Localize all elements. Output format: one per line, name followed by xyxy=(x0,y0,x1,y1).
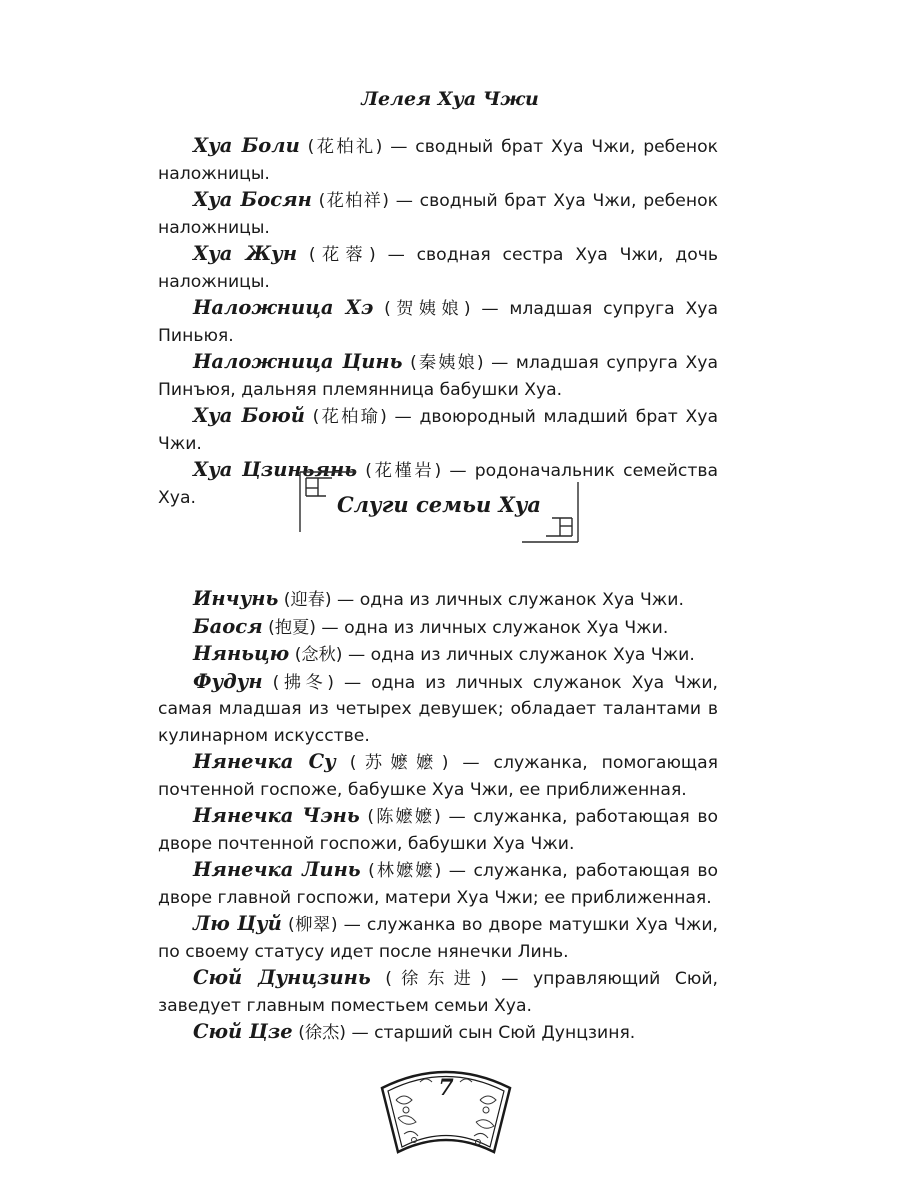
character-entry xyxy=(158,1019,718,1047)
character-entry xyxy=(158,749,718,803)
section-title: Слуги семьи Хуа xyxy=(336,492,542,517)
character-name: Хуа Боюй xyxy=(193,404,305,427)
character-hanzi: (拂冬) xyxy=(272,672,334,693)
character-name: Нянечка Линь xyxy=(193,858,361,881)
running-header: Лелея Хуа Чжи xyxy=(361,88,539,110)
character-hanzi: (徐杰) xyxy=(298,1023,346,1043)
character-entry xyxy=(158,403,718,457)
character-entry xyxy=(158,911,718,965)
character-description: — служанка, помогающая почтенной госпоже, бабушке Хуа Чжи, ее приближенная. xyxy=(158,753,718,800)
character-description: — служанка, работающая во дворе главной госпожи, матери Хуа Чжи; ее приближенная. xyxy=(158,861,718,908)
character-hanzi: (花柏礼) xyxy=(307,137,383,157)
character-hanzi: (苏嬷嬷) xyxy=(349,753,449,773)
character-description: — сводная сестра Хуа Чжи, дочь наложницы. xyxy=(158,245,718,292)
character-description: — младшая супруга Хуа Пинъюя, дальняя племянница бабушки Хуа. xyxy=(158,353,718,400)
character-hanzi: (念秋) xyxy=(294,645,343,665)
character-name: Хуа Боли xyxy=(193,134,300,157)
character-name: Наложница Хэ xyxy=(193,296,374,319)
character-entry xyxy=(158,965,718,1019)
character-name: Нянечка Чэнь xyxy=(193,804,360,827)
character-description: — одна из личных служанок Хуа Чжи. xyxy=(342,645,695,665)
servant-entries xyxy=(158,586,718,1047)
character-name: Сюй Дунцзинь xyxy=(193,966,371,989)
character-hanzi: (秦姨娘) xyxy=(410,353,484,373)
character-description: — служанка во дворе матушки Хуа Чжи, по своему статусу идет после нянечки Линь. xyxy=(158,915,718,962)
character-entry xyxy=(158,295,718,349)
character-name: Няньцю xyxy=(193,642,290,665)
character-name: Хуа Босян xyxy=(193,188,312,211)
character-name: Инчунь xyxy=(193,587,279,610)
character-description: — одна из личных служанок Хуа Чжи, самая младшая из четырех девушек; обладает талантами в кулинарном искусстве. xyxy=(158,672,718,746)
character-description: — служанка, работающая во дворе почтенной госпожи, бабушки Хуа Чжи. xyxy=(158,807,718,854)
character-name: Нянечка Су xyxy=(193,750,336,773)
character-hanzi: (柳翠) xyxy=(287,915,338,935)
character-hanzi: (林嬷嬷) xyxy=(368,861,442,881)
character-hanzi: (徐东进) xyxy=(385,969,487,989)
character-name: Лю Цуй xyxy=(193,912,282,935)
section-heading xyxy=(296,466,582,548)
character-description: — старший сын Сюй Дунцзиня. xyxy=(345,1023,636,1043)
character-hanzi: (贺姨娘) xyxy=(384,299,471,319)
character-name: Сюй Цзе xyxy=(193,1020,293,1043)
character-description: — одна из личных служанок Хуа Чжи. xyxy=(331,590,684,610)
character-description: — младшая супруга Хуа Пиньюя. xyxy=(158,299,718,346)
character-name: Баося xyxy=(193,614,263,638)
character-description: — сводный брат Хуа Чжи, ребенок наложницы. xyxy=(158,191,719,238)
character-entry xyxy=(158,187,718,241)
character-name: Хуа Цзиньянь xyxy=(193,458,358,481)
character-entry xyxy=(158,133,718,187)
character-name: Хуа Жун xyxy=(193,242,298,265)
character-entry xyxy=(158,349,718,403)
character-hanzi: (花柏祥) xyxy=(318,191,389,211)
character-hanzi: (花蓉) xyxy=(308,245,376,265)
page-number-badge xyxy=(376,1060,516,1170)
family-entries xyxy=(158,133,718,511)
character-description: — двоюродный младший брат Хуа Чжи. xyxy=(158,407,719,454)
character-description: — сводный брат Хуа Чжи, ребенок наложницы. xyxy=(158,137,718,184)
page-number: 7 xyxy=(438,1075,454,1101)
character-hanzi: (花柏瑜) xyxy=(312,407,387,427)
character-entry xyxy=(158,803,718,857)
character-hanzi: (花槿岩) xyxy=(365,461,442,481)
character-hanzi: (抱夏) xyxy=(268,617,316,638)
character-description: — управляющий Сюй, заведует главным поместьем семьи Хуа. xyxy=(158,969,718,1016)
character-name: Наложница Цинь xyxy=(193,350,403,373)
character-entry xyxy=(158,586,718,614)
character-entry xyxy=(158,241,718,295)
character-description: — родоначальник семейства Хуа. xyxy=(158,461,718,508)
character-entry xyxy=(158,669,718,750)
character-entry xyxy=(158,614,718,642)
character-description: — одна из личных служанок Хуа Чжи. xyxy=(315,617,669,638)
character-entry xyxy=(158,857,718,911)
character-entry xyxy=(158,641,718,669)
character-hanzi: (迎春) xyxy=(283,590,332,610)
character-hanzi: (陈嬷嬷) xyxy=(367,807,441,827)
character-name: Фудун xyxy=(193,669,263,693)
